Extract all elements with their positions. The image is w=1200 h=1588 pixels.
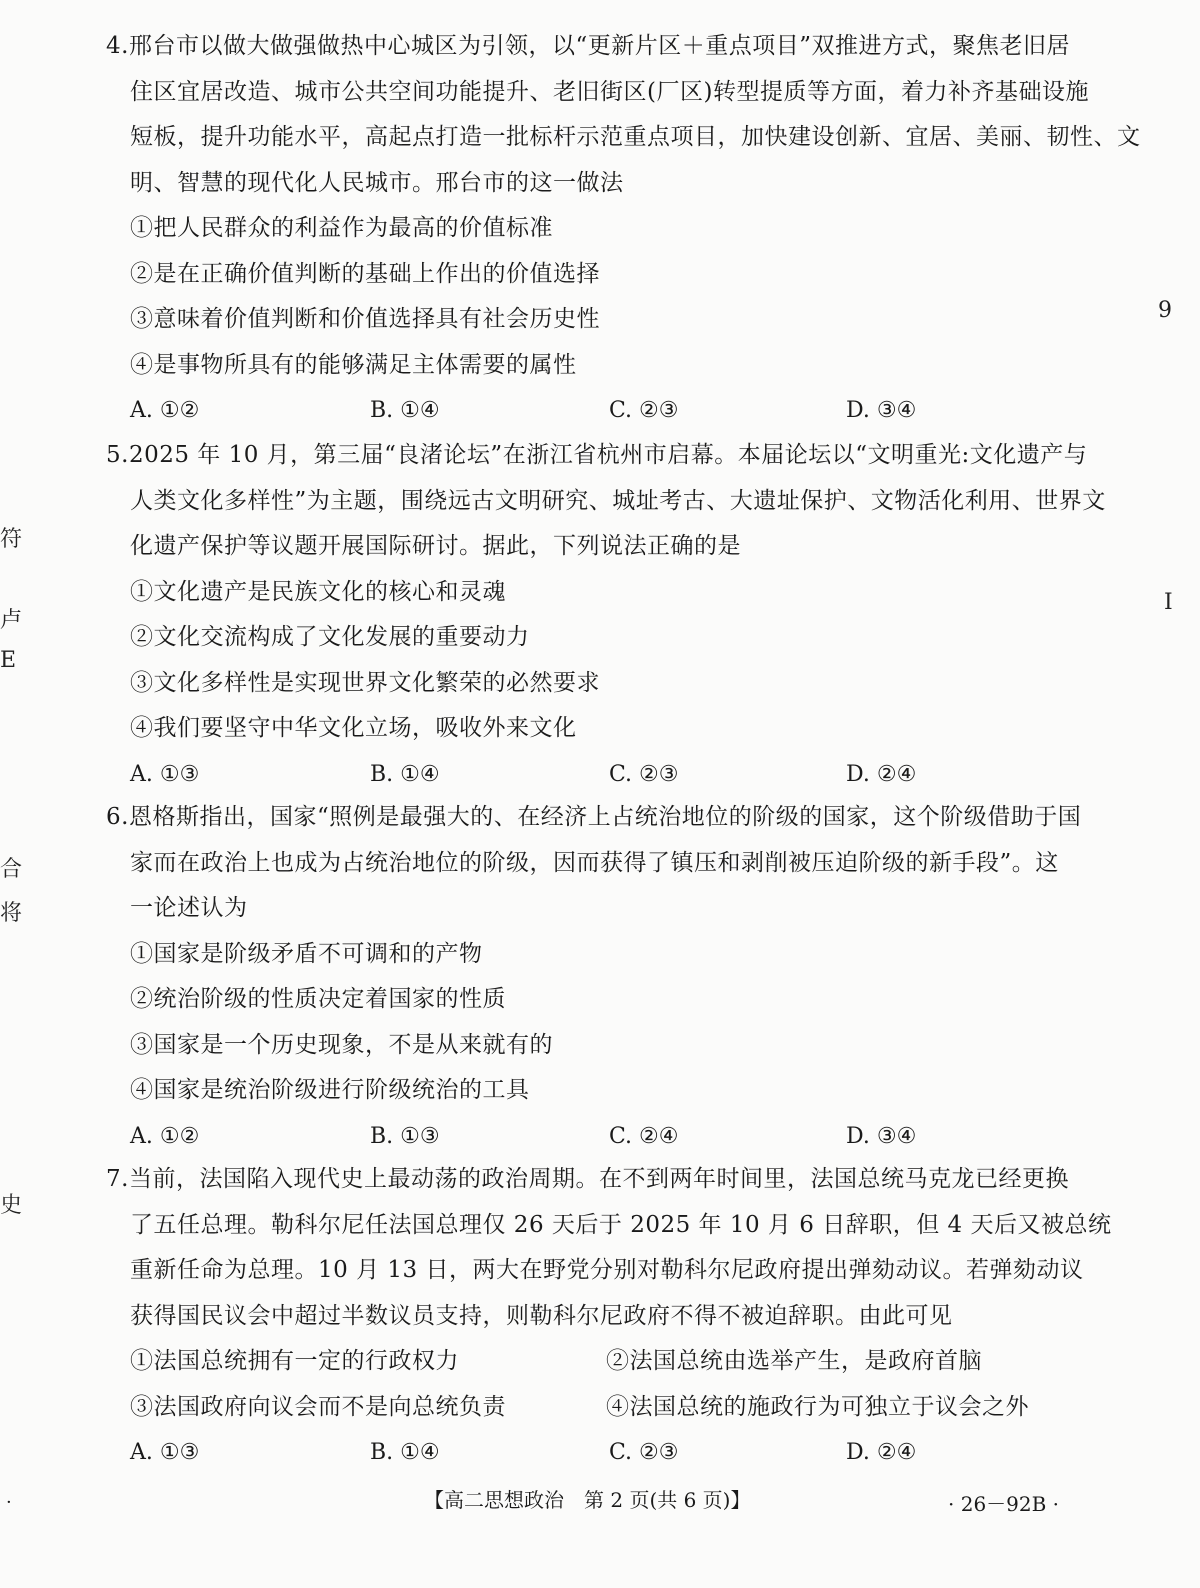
question-5-line-1: 5.2025 年 10 月，第三届“良渚论坛”在浙江省杭州市启幕。本届论坛以“文明重光:文化遗产与 xyxy=(106,442,1088,468)
question-7-statement-2: ②法国总统由选举产生，是政府首脑 xyxy=(606,1348,982,1374)
margin-mark-right-mid: I xyxy=(1164,590,1173,615)
option-b[interactable]: B. ①④ xyxy=(370,398,440,423)
option-a[interactable]: A. ①③ xyxy=(130,761,200,787)
question-5-line-3: 化遗产保护等议题开展国际研讨。据此，下列说法正确的是 xyxy=(130,533,741,559)
question-6-line-3: 一论述认为 xyxy=(130,895,248,921)
question-6-options xyxy=(106,1114,1076,1160)
margin-mark-left-6: 史 xyxy=(0,1193,23,1218)
question-4-line-1: 4.邢台市以做大做强做热中心城区为引领，以“更新片区＋重点项目”双推进方式，聚焦老旧居 xyxy=(106,33,1070,59)
option-b[interactable]: B. ①③ xyxy=(370,1123,440,1149)
option-c[interactable]: C. ②③ xyxy=(609,1440,679,1465)
question-7-line-4: 获得国民议会中超过半数议员支持，则勒科尔尼政府不得不被迫辞职。由此可见 xyxy=(130,1302,953,1329)
question-4-statement-3: ③意味着价值判断和价值选择具有社会历史性 xyxy=(130,306,600,332)
question-4-statement-4: ④是事物所具有的能够满足主体需要的属性 xyxy=(130,351,577,378)
question-5-statement-3: ③文化多样性是实现世界文化繁荣的必然要求 xyxy=(130,669,600,696)
question-6-statement-2: ②统治阶级的性质决定着国家的性质 xyxy=(130,986,506,1012)
question-6 xyxy=(106,795,1082,1159)
question-4-line-3: 短板，提升功能水平，高起点打造一批标杆示范重点项目，加快建设创新、宜居、美丽、韧性、文 xyxy=(130,124,1141,150)
option-a[interactable]: A. ①② xyxy=(130,1123,200,1149)
option-c[interactable]: C. ②④ xyxy=(609,1123,679,1149)
question-6-statement-3: ③国家是一个历史现象，不是从来就有的 xyxy=(130,1031,553,1058)
question-7-line-2: 了五任总理。勒科尔尼任法国总理仅 26 天后于 2025 年 10 月 6 日辞职，但 4 天后又被总统 xyxy=(130,1211,1112,1238)
question-6-line-1: 6.恩格斯指出，国家“照例是最强大的、在经济上占统治地位的阶级的国家，这个阶级借助于国 xyxy=(106,804,1082,830)
margin-mark-left-5: 将 xyxy=(0,901,23,926)
option-a[interactable]: A. ①② xyxy=(130,398,200,423)
question-5-line-2: 人类文化多样性”为主题，围绕远古文明研究、城址考古、大遗址保护、文物活化利用、世界文 xyxy=(130,487,1106,514)
question-7-options xyxy=(106,1430,1076,1476)
question-5-options xyxy=(106,752,1076,798)
question-7-statement-1: ①法国总统拥有一定的行政权力 xyxy=(130,1348,459,1374)
question-4-options xyxy=(106,388,1076,434)
margin-mark-left-4: 合 xyxy=(0,857,23,882)
page-label: 【高二思想政治 第 2 页(共 6 页)】 xyxy=(424,1488,751,1512)
question-4 xyxy=(106,24,1141,434)
margin-mark-right-top: 9 xyxy=(1158,298,1172,323)
question-7-statement-3: ③法国政府向议会而不是向总统负责 xyxy=(130,1393,506,1420)
question-7-statement-4: ④法国总统的施政行为可独立于议会之外 xyxy=(606,1393,1029,1420)
question-4-line-4: 明、智慧的现代化人民城市。邢台市的这一做法 xyxy=(130,169,624,196)
exam-code: · 26－92B · xyxy=(948,1492,1060,1516)
question-4-statement-1: ①把人民群众的利益作为最高的价值标准 xyxy=(130,215,553,241)
question-5-statement-2: ②文化交流构成了文化发展的重要动力 xyxy=(130,624,530,650)
option-c[interactable]: C. ②③ xyxy=(609,761,679,787)
question-5-statement-4: ④我们要坚守中华文化立场，吸收外来文化 xyxy=(130,715,577,741)
question-5-statement-1: ①文化遗产是民族文化的核心和灵魂 xyxy=(130,578,506,605)
option-d[interactable]: D. ②④ xyxy=(846,761,917,787)
margin-mark-left-3: E xyxy=(0,648,17,673)
question-7-line-3: 重新任命为总理。10 月 13 日，两大在野党分别对勒科尔尼政府提出弹劾动议。若弹劾动议 xyxy=(130,1257,1084,1283)
option-d[interactable]: D. ③④ xyxy=(846,398,917,423)
option-a[interactable]: A. ①③ xyxy=(130,1440,200,1465)
question-6-line-2: 家而在政治上也成为占统治地位的阶级，因而获得了镇压和剥削被压迫阶级的新手段”。这 xyxy=(130,849,1059,876)
option-d[interactable]: D. ③④ xyxy=(846,1123,917,1149)
question-7-statements-row-1 xyxy=(106,1339,1076,1385)
question-6-statement-1: ①国家是阶级矛盾不可调和的产物 xyxy=(130,940,483,967)
option-d[interactable]: D. ②④ xyxy=(846,1440,917,1465)
question-4-line-2: 住区宜居改造、城市公共空间功能提升、老旧街区(厂区)转型提质等方面，着力补齐基础设施 xyxy=(130,78,1089,105)
scan-dot: · xyxy=(6,1492,12,1513)
margin-mark-left-2: 卢 xyxy=(0,608,23,633)
question-7-statements-row-2 xyxy=(106,1385,1076,1431)
question-6-statement-4: ④国家是统治阶级进行阶级统治的工具 xyxy=(130,1077,530,1103)
option-b[interactable]: B. ①④ xyxy=(370,1440,440,1465)
margin-mark-left-1: 符 xyxy=(0,527,23,552)
question-4-statement-2: ②是在正确价值判断的基础上作出的价值选择 xyxy=(130,260,600,287)
question-7 xyxy=(106,1157,1112,1476)
question-7-line-1: 7.当前，法国陷入现代史上最动荡的政治周期。在不到两年时间里，法国总统马克龙已经更换 xyxy=(106,1166,1069,1192)
option-b[interactable]: B. ①④ xyxy=(370,761,440,787)
option-c[interactable]: C. ②③ xyxy=(609,398,679,423)
question-5 xyxy=(106,433,1106,797)
